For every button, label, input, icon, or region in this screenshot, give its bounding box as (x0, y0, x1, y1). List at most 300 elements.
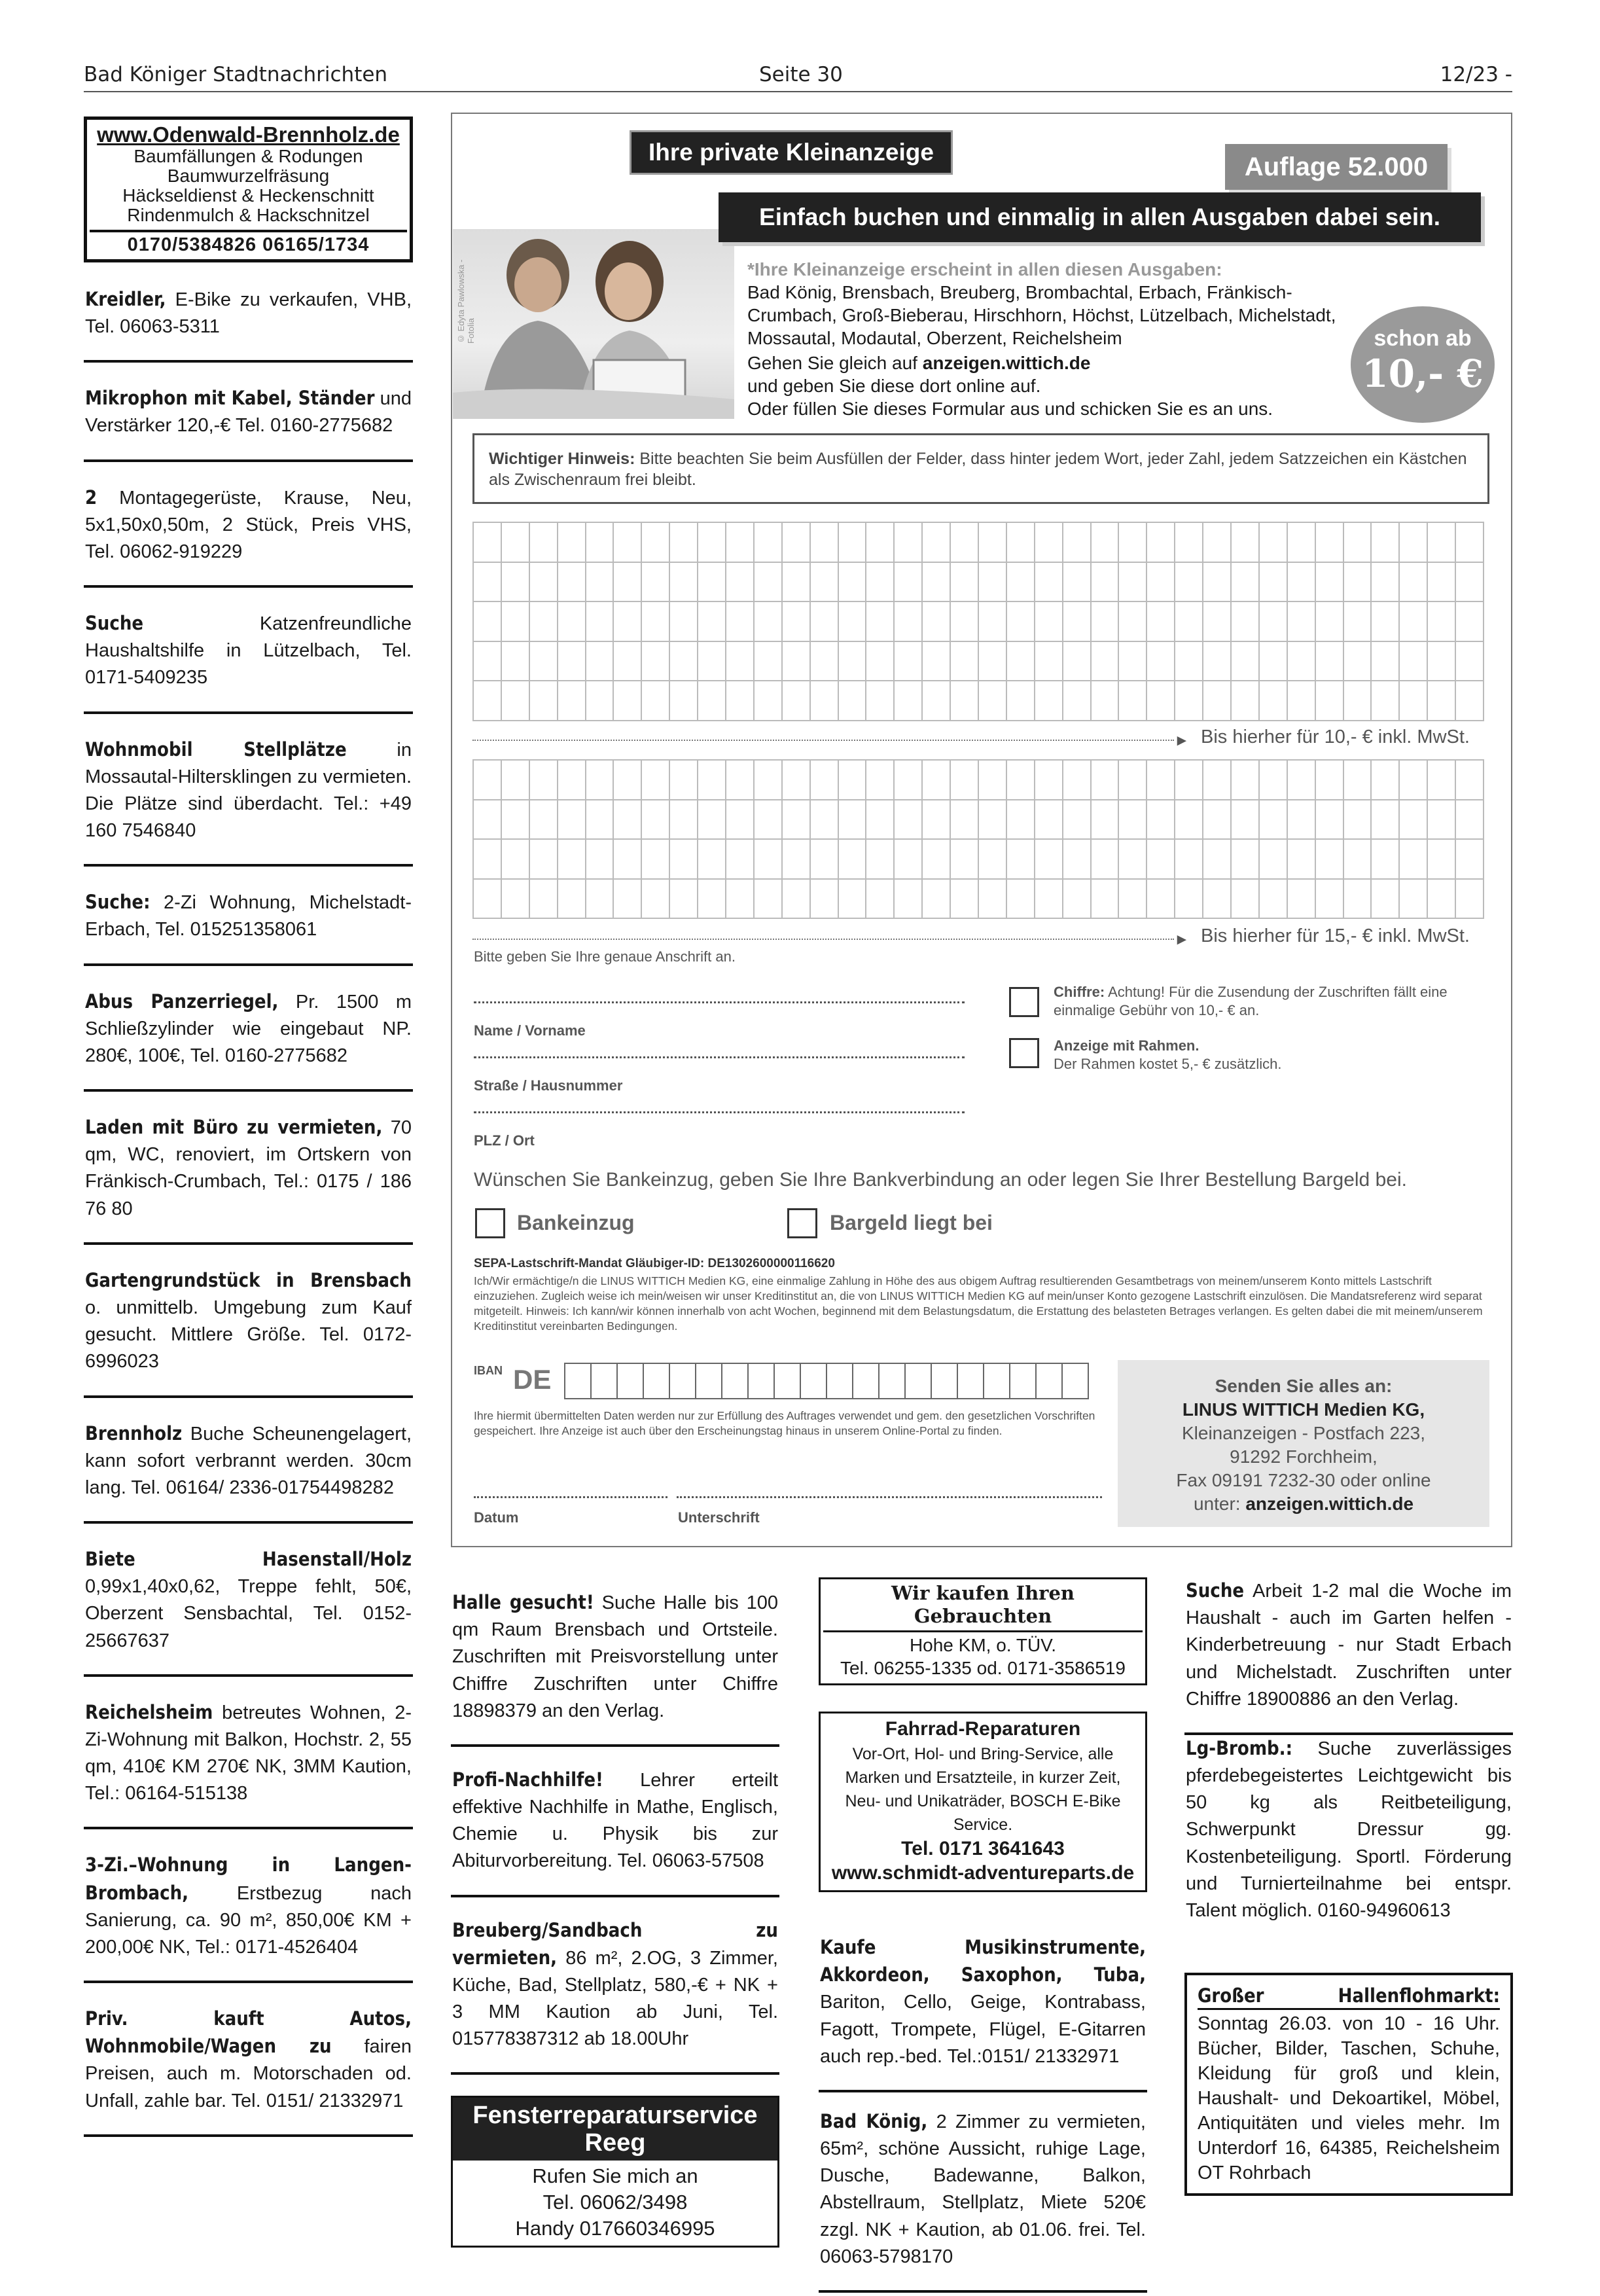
grid-cell[interactable] (1400, 840, 1428, 880)
grid-cell[interactable] (558, 642, 586, 682)
grid-cell[interactable] (1203, 840, 1232, 880)
grid-cell[interactable] (1092, 800, 1120, 840)
grid-cell[interactable] (1400, 563, 1428, 603)
grid-cell[interactable] (1260, 602, 1288, 642)
grid-cell[interactable] (614, 523, 642, 563)
grid-cell[interactable] (783, 563, 811, 603)
grid-cell[interactable] (839, 602, 867, 642)
grid-cell[interactable] (558, 840, 586, 880)
grid-cell[interactable] (1428, 880, 1456, 920)
iban-digit-box[interactable] (696, 1363, 722, 1399)
grid-cell[interactable] (1175, 563, 1203, 603)
grid-cell[interactable] (839, 880, 867, 920)
grid-cell[interactable] (726, 681, 755, 721)
grid-cell[interactable] (839, 681, 867, 721)
iban-digit-box[interactable] (906, 1363, 932, 1399)
grid-cell[interactable] (530, 563, 558, 603)
grid-cell[interactable] (1344, 681, 1372, 721)
grid-cell[interactable] (1063, 642, 1092, 682)
grid-cell[interactable] (1316, 880, 1344, 920)
grid-cell[interactable] (1456, 681, 1484, 721)
grid-cell[interactable] (1035, 800, 1063, 840)
grid-cell[interactable] (783, 642, 811, 682)
iban-digit-box[interactable] (670, 1363, 696, 1399)
grid-cell[interactable] (1428, 800, 1456, 840)
grid-cell[interactable] (1063, 761, 1092, 800)
fahrrad-url[interactable]: www.schmidt-adventureparts.de (831, 1862, 1135, 1884)
grid-cell[interactable] (923, 761, 951, 800)
grid-cell[interactable] (811, 880, 839, 920)
grid-cell[interactable] (614, 681, 642, 721)
grid-cell[interactable] (1316, 563, 1344, 603)
grid-cell[interactable] (755, 761, 783, 800)
grid-cell[interactable] (698, 761, 726, 800)
grid-cell[interactable] (726, 840, 755, 880)
grid-cell[interactable] (586, 761, 614, 800)
grid-cell[interactable] (530, 840, 558, 880)
grid-cell[interactable] (1175, 800, 1203, 840)
grid-cell[interactable] (866, 681, 895, 721)
grid-cell[interactable] (866, 880, 895, 920)
grid-cell[interactable] (979, 880, 1007, 920)
grid-cell[interactable] (1344, 761, 1372, 800)
grid-cell[interactable] (1372, 681, 1400, 721)
grid-cell[interactable] (979, 800, 1007, 840)
grid-cell[interactable] (1119, 800, 1147, 840)
grid-cell[interactable] (1147, 681, 1175, 721)
grid-cell[interactable] (670, 523, 698, 563)
grid-cell[interactable] (979, 761, 1007, 800)
grid-cell[interactable] (1344, 602, 1372, 642)
grid-cell[interactable] (1119, 602, 1147, 642)
grid-cell[interactable] (1007, 681, 1035, 721)
grid-cell[interactable] (811, 761, 839, 800)
grid-cell[interactable] (1035, 840, 1063, 880)
bankeinzug-checkbox[interactable] (475, 1208, 505, 1238)
grid-cell[interactable] (698, 880, 726, 920)
grid-cell[interactable] (895, 563, 923, 603)
grid-cell[interactable] (866, 761, 895, 800)
grid-cell[interactable] (1092, 840, 1120, 880)
rahmen-checkbox[interactable] (1009, 1038, 1039, 1068)
grid-cell[interactable] (839, 840, 867, 880)
grid-cell[interactable] (895, 642, 923, 682)
grid-cell[interactable] (502, 681, 530, 721)
grid-cell[interactable] (1428, 840, 1456, 880)
grid-cell[interactable] (1372, 523, 1400, 563)
grid-cell[interactable] (1175, 523, 1203, 563)
grid-cell[interactable] (698, 563, 726, 603)
grid-cell[interactable] (1232, 642, 1260, 682)
grid-cell[interactable] (642, 602, 670, 642)
grid-cell[interactable] (726, 602, 755, 642)
grid-cell[interactable] (1175, 840, 1203, 880)
grid-cell[interactable] (1456, 840, 1484, 880)
grid-cell[interactable] (1232, 880, 1260, 920)
grid-cell[interactable] (1203, 880, 1232, 920)
grid-cell[interactable] (895, 880, 923, 920)
grid-cell[interactable] (811, 840, 839, 880)
grid-cell[interactable] (726, 761, 755, 800)
grid-cell[interactable] (839, 761, 867, 800)
grid-cell[interactable] (1260, 840, 1288, 880)
grid-cell[interactable] (558, 681, 586, 721)
grid-cell[interactable] (1119, 840, 1147, 880)
grid-cell[interactable] (474, 800, 502, 840)
grid-cell[interactable] (1344, 523, 1372, 563)
grid-cell[interactable] (586, 602, 614, 642)
grid-cell[interactable] (558, 523, 586, 563)
grid-cell[interactable] (866, 642, 895, 682)
grid-cell[interactable] (726, 563, 755, 603)
grid-cell[interactable] (1316, 523, 1344, 563)
iban-digit-box[interactable] (618, 1363, 644, 1399)
grid-cell[interactable] (1035, 523, 1063, 563)
date-field[interactable] (474, 1496, 667, 1498)
ad-text-grid-15-euro[interactable] (472, 759, 1484, 919)
grid-cell[interactable] (1119, 880, 1147, 920)
iban-digit-box[interactable] (958, 1363, 984, 1399)
grid-cell[interactable] (1260, 880, 1288, 920)
grid-cell[interactable] (614, 642, 642, 682)
iban-digit-box[interactable] (932, 1363, 958, 1399)
grid-cell[interactable] (558, 563, 586, 603)
grid-cell[interactable] (923, 681, 951, 721)
grid-cell[interactable] (1232, 681, 1260, 721)
grid-cell[interactable] (1316, 840, 1344, 880)
grid-cell[interactable] (530, 761, 558, 800)
iban-digit-box[interactable] (1010, 1363, 1037, 1399)
grid-cell[interactable] (474, 681, 502, 721)
grid-cell[interactable] (586, 642, 614, 682)
grid-cell[interactable] (951, 642, 979, 682)
grid-cell[interactable] (642, 681, 670, 721)
grid-cell[interactable] (951, 563, 979, 603)
grid-cell[interactable] (642, 523, 670, 563)
grid-cell[interactable] (755, 880, 783, 920)
grid-cell[interactable] (530, 602, 558, 642)
grid-cell[interactable] (1063, 840, 1092, 880)
grid-cell[interactable] (951, 761, 979, 800)
grid-cell[interactable] (1372, 642, 1400, 682)
iban-digit-box[interactable] (1063, 1363, 1089, 1399)
grid-cell[interactable] (1175, 681, 1203, 721)
signature-field[interactable] (677, 1496, 1102, 1498)
grid-cell[interactable] (670, 563, 698, 603)
grid-cell[interactable] (1232, 563, 1260, 603)
grid-cell[interactable] (1092, 880, 1120, 920)
grid-cell[interactable] (1260, 681, 1288, 721)
grid-cell[interactable] (755, 800, 783, 840)
grid-cell[interactable] (1119, 681, 1147, 721)
grid-cell[interactable] (1344, 800, 1372, 840)
grid-cell[interactable] (866, 523, 895, 563)
grid-cell[interactable] (979, 642, 1007, 682)
grid-cell[interactable] (474, 840, 502, 880)
grid-cell[interactable] (1035, 563, 1063, 603)
iban-digit-box[interactable] (1037, 1363, 1063, 1399)
grid-cell[interactable] (811, 563, 839, 603)
grid-cell[interactable] (1428, 563, 1456, 603)
grid-cell[interactable] (951, 602, 979, 642)
grid-cell[interactable] (614, 761, 642, 800)
grid-cell[interactable] (1119, 523, 1147, 563)
grid-cell[interactable] (1092, 642, 1120, 682)
bargeld-checkbox[interactable] (787, 1208, 817, 1238)
grid-cell[interactable] (474, 761, 502, 800)
grid-cell[interactable] (839, 642, 867, 682)
grid-cell[interactable] (1344, 563, 1372, 603)
grid-cell[interactable] (1428, 642, 1456, 682)
grid-cell[interactable] (1260, 800, 1288, 840)
grid-cell[interactable] (1400, 602, 1428, 642)
grid-cell[interactable] (1035, 761, 1063, 800)
grid-cell[interactable] (502, 840, 530, 880)
grid-cell[interactable] (1316, 800, 1344, 840)
grid-cell[interactable] (951, 523, 979, 563)
grid-cell[interactable] (558, 880, 586, 920)
grid-cell[interactable] (1147, 642, 1175, 682)
grid-cell[interactable] (1288, 642, 1316, 682)
grid-cell[interactable] (1232, 761, 1260, 800)
grid-cell[interactable] (670, 602, 698, 642)
grid-cell[interactable] (1203, 800, 1232, 840)
grid-cell[interactable] (951, 800, 979, 840)
grid-cell[interactable] (1063, 880, 1092, 920)
grid-cell[interactable] (698, 602, 726, 642)
grid-cell[interactable] (839, 800, 867, 840)
grid-cell[interactable] (951, 880, 979, 920)
grid-cell[interactable] (1175, 880, 1203, 920)
grid-cell[interactable] (558, 602, 586, 642)
grid-cell[interactable] (755, 681, 783, 721)
grid-cell[interactable] (783, 681, 811, 721)
grid-cell[interactable] (1035, 880, 1063, 920)
grid-cell[interactable] (1203, 602, 1232, 642)
grid-cell[interactable] (1063, 602, 1092, 642)
grid-cell[interactable] (923, 602, 951, 642)
grid-cell[interactable] (895, 523, 923, 563)
grid-cell[interactable] (530, 880, 558, 920)
grid-cell[interactable] (502, 523, 530, 563)
grid-cell[interactable] (1400, 761, 1428, 800)
grid-cell[interactable] (726, 800, 755, 840)
grid-cell[interactable] (1372, 761, 1400, 800)
grid-cell[interactable] (755, 602, 783, 642)
city-field[interactable] (474, 1111, 965, 1113)
grid-cell[interactable] (1147, 563, 1175, 603)
grid-cell[interactable] (1316, 681, 1344, 721)
iban-digit-box[interactable] (749, 1363, 775, 1399)
grid-cell[interactable] (1316, 602, 1344, 642)
grid-cell[interactable] (586, 840, 614, 880)
grid-cell[interactable] (979, 563, 1007, 603)
grid-cell[interactable] (502, 761, 530, 800)
grid-cell[interactable] (1007, 602, 1035, 642)
grid-cell[interactable] (642, 880, 670, 920)
grid-cell[interactable] (558, 761, 586, 800)
grid-cell[interactable] (1288, 563, 1316, 603)
grid-cell[interactable] (895, 761, 923, 800)
grid-cell[interactable] (614, 840, 642, 880)
grid-cell[interactable] (1456, 800, 1484, 840)
grid-cell[interactable] (1147, 880, 1175, 920)
grid-cell[interactable] (614, 800, 642, 840)
grid-cell[interactable] (1288, 681, 1316, 721)
grid-cell[interactable] (1203, 761, 1232, 800)
grid-cell[interactable] (1400, 642, 1428, 682)
grid-cell[interactable] (1456, 761, 1484, 800)
grid-cell[interactable] (1007, 880, 1035, 920)
send-url[interactable]: anzeigen.wittich.de (1245, 1494, 1414, 1514)
grid-cell[interactable] (1119, 761, 1147, 800)
grid-cell[interactable] (1063, 681, 1092, 721)
grid-cell[interactable] (755, 840, 783, 880)
grid-cell[interactable] (895, 602, 923, 642)
iban-digit-box[interactable] (722, 1363, 749, 1399)
grid-cell[interactable] (502, 563, 530, 603)
grid-cell[interactable] (1092, 523, 1120, 563)
grid-cell[interactable] (1232, 840, 1260, 880)
grid-cell[interactable] (474, 642, 502, 682)
grid-cell[interactable] (1288, 840, 1316, 880)
grid-cell[interactable] (1175, 642, 1203, 682)
grid-cell[interactable] (1007, 642, 1035, 682)
grid-cell[interactable] (895, 800, 923, 840)
grid-cell[interactable] (1119, 642, 1147, 682)
grid-cell[interactable] (1232, 602, 1260, 642)
grid-cell[interactable] (1288, 602, 1316, 642)
grid-cell[interactable] (1456, 880, 1484, 920)
iban-digit-box[interactable] (644, 1363, 670, 1399)
grid-cell[interactable] (614, 602, 642, 642)
chiffre-checkbox[interactable] (1009, 987, 1039, 1017)
grid-cell[interactable] (530, 642, 558, 682)
grid-cell[interactable] (866, 602, 895, 642)
grid-cell[interactable] (866, 563, 895, 603)
grid-cell[interactable] (502, 602, 530, 642)
grid-cell[interactable] (783, 880, 811, 920)
grid-cell[interactable] (1288, 880, 1316, 920)
grid-cell[interactable] (811, 681, 839, 721)
grid-cell[interactable] (1092, 761, 1120, 800)
grid-cell[interactable] (783, 523, 811, 563)
grid-cell[interactable] (502, 800, 530, 840)
grid-cell[interactable] (1372, 880, 1400, 920)
grid-cell[interactable] (698, 523, 726, 563)
street-field[interactable] (474, 1056, 965, 1058)
online-url[interactable]: anzeigen.wittich.de (922, 353, 1091, 373)
grid-cell[interactable] (1260, 563, 1288, 603)
grid-cell[interactable] (1344, 642, 1372, 682)
grid-cell[interactable] (1372, 602, 1400, 642)
grid-cell[interactable] (698, 681, 726, 721)
grid-cell[interactable] (811, 602, 839, 642)
grid-cell[interactable] (755, 523, 783, 563)
grid-cell[interactable] (979, 523, 1007, 563)
grid-cell[interactable] (1203, 642, 1232, 682)
grid-cell[interactable] (1203, 563, 1232, 603)
grid-cell[interactable] (726, 880, 755, 920)
grid-cell[interactable] (474, 563, 502, 603)
grid-cell[interactable] (1456, 563, 1484, 603)
grid-cell[interactable] (1316, 642, 1344, 682)
grid-cell[interactable] (530, 800, 558, 840)
grid-cell[interactable] (783, 800, 811, 840)
iban-field[interactable] (564, 1363, 1089, 1399)
grid-cell[interactable] (1372, 563, 1400, 603)
grid-cell[interactable] (698, 642, 726, 682)
iban-digit-box[interactable] (880, 1363, 906, 1399)
grid-cell[interactable] (1456, 602, 1484, 642)
grid-cell[interactable] (1400, 681, 1428, 721)
grid-cell[interactable] (866, 840, 895, 880)
iban-digit-box[interactable] (565, 1363, 592, 1399)
grid-cell[interactable] (1344, 840, 1372, 880)
grid-cell[interactable] (1288, 800, 1316, 840)
grid-cell[interactable] (1035, 602, 1063, 642)
grid-cell[interactable] (866, 800, 895, 840)
grid-cell[interactable] (783, 761, 811, 800)
grid-cell[interactable] (1035, 642, 1063, 682)
grid-cell[interactable] (755, 563, 783, 603)
grid-cell[interactable] (1372, 800, 1400, 840)
grid-cell[interactable] (979, 681, 1007, 721)
grid-cell[interactable] (951, 681, 979, 721)
grid-cell[interactable] (895, 840, 923, 880)
grid-cell[interactable] (1063, 523, 1092, 563)
grid-cell[interactable] (614, 563, 642, 603)
brennholz-url[interactable]: www.Odenwald-Brennholz.de (97, 122, 400, 147)
grid-cell[interactable] (502, 642, 530, 682)
grid-cell[interactable] (698, 840, 726, 880)
grid-cell[interactable] (614, 880, 642, 920)
grid-cell[interactable] (783, 840, 811, 880)
grid-cell[interactable] (1456, 642, 1484, 682)
grid-cell[interactable] (586, 563, 614, 603)
grid-cell[interactable] (1007, 840, 1035, 880)
grid-cell[interactable] (1063, 800, 1092, 840)
grid-cell[interactable] (726, 642, 755, 682)
grid-cell[interactable] (670, 761, 698, 800)
grid-cell[interactable] (839, 523, 867, 563)
grid-cell[interactable] (670, 880, 698, 920)
grid-cell[interactable] (1400, 800, 1428, 840)
grid-cell[interactable] (1175, 602, 1203, 642)
name-field[interactable] (474, 1001, 965, 1003)
grid-cell[interactable] (1260, 523, 1288, 563)
grid-cell[interactable] (586, 880, 614, 920)
grid-cell[interactable] (530, 523, 558, 563)
grid-cell[interactable] (1260, 761, 1288, 800)
iban-digit-box[interactable] (827, 1363, 853, 1399)
grid-cell[interactable] (923, 880, 951, 920)
iban-digit-box[interactable] (984, 1363, 1010, 1399)
grid-cell[interactable] (979, 840, 1007, 880)
grid-cell[interactable] (1288, 523, 1316, 563)
grid-cell[interactable] (1092, 681, 1120, 721)
grid-cell[interactable] (923, 523, 951, 563)
grid-cell[interactable] (923, 563, 951, 603)
grid-cell[interactable] (1428, 523, 1456, 563)
grid-cell[interactable] (1007, 523, 1035, 563)
grid-cell[interactable] (895, 681, 923, 721)
grid-cell[interactable] (670, 642, 698, 682)
grid-cell[interactable] (923, 642, 951, 682)
grid-cell[interactable] (1288, 761, 1316, 800)
grid-cell[interactable] (642, 563, 670, 603)
grid-cell[interactable] (839, 563, 867, 603)
